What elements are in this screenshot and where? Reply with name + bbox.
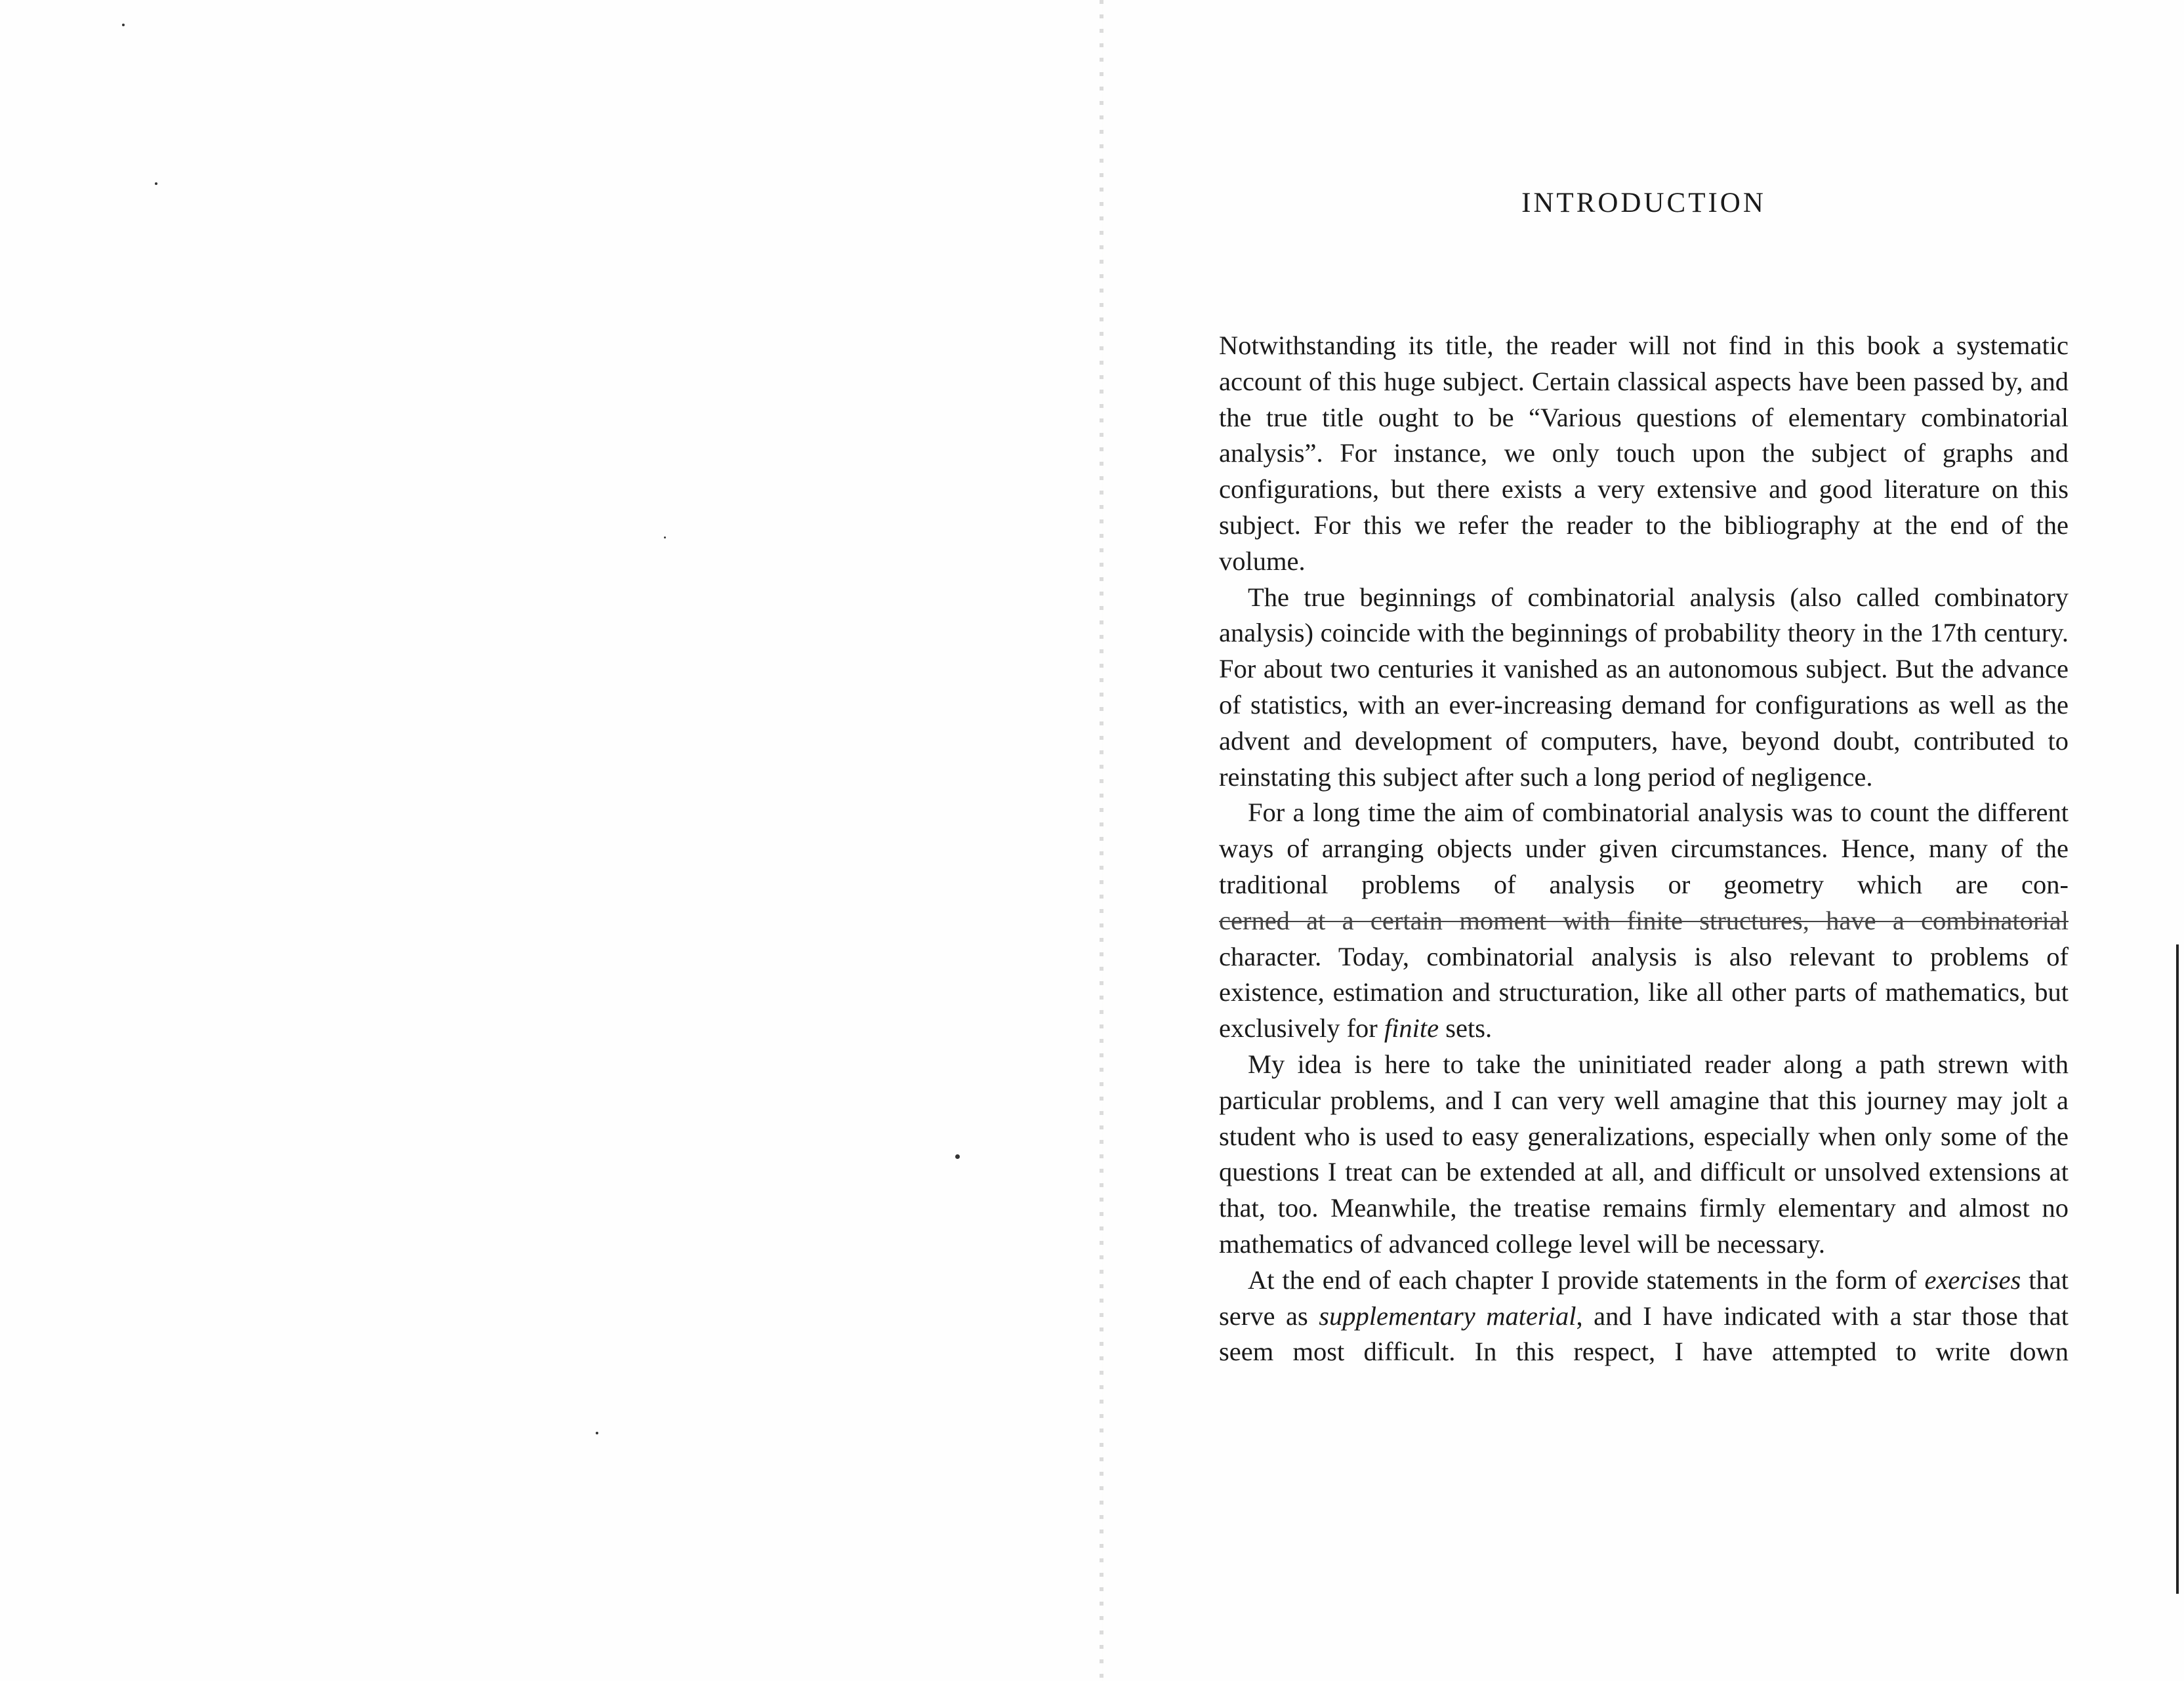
page-edge-shadow — [2176, 944, 2179, 1594]
paper-speck — [955, 1154, 960, 1159]
paragraph-3-part-1: For a long time the aim of combinatorial analysis was to count the different ways of arranging objects under given circumstances. Hence, many of the traditional problems of analysis or geometry which are con- — [1219, 798, 2069, 899]
paper-speck — [596, 1432, 598, 1434]
chapter-heading: INTRODUCTION — [1521, 188, 1766, 218]
emphasis-supplementary-material: supplementary material — [1319, 1301, 1576, 1331]
paragraph-4: My idea is here to take the uninitiated reader along a path strewn with particular problems, and I can very well amagine that this journey may jolt a student who is used to easy generalizations, especially when only some of the questions I treat can be extended at all, and difficult or unsolved extensions at that, too. Meanwhile, the treatise remains firmly elementary and almost no mathematics of advanced college level will be necessary. — [1219, 1049, 2069, 1259]
paragraph-5-text-b: that serve as — [1219, 1265, 2069, 1331]
paper-speck — [664, 537, 666, 538]
paragraph-1: Notwithstanding its title, the reader will not find in this book a systematic account of this huge subject. Certain classical aspects have been passed by, and the true title ought to be “Various questions of elementary combinatorial analysis”. For instance, we only touch upon the subject of graphs and configurations, but there exists a very extensive and good literature on this subject. For this we refer the reader to the bibliography at the end of the volume. — [1219, 331, 2069, 576]
paragraph-5 — [1219, 1263, 2069, 1370]
paragraph-3-struck-line: cerned at a certain moment with finite structures, have a combinatorial — [1219, 905, 2069, 935]
paragraph-5-text-c: , and I have indicated with a star those that seem most difficult. In this respect, I have attempted to write down — [1219, 1301, 2069, 1367]
paper-speck — [122, 24, 125, 26]
emphasis-exercises: exercises — [1924, 1265, 2021, 1295]
paragraph-3-tail: sets. — [1445, 1013, 1493, 1043]
paragraph-3-part-2 — [1219, 939, 2069, 1047]
paragraph-2: The true beginnings of combinatorial analysis (also called combinatory analysis) coincide with the beginnings of probability theory in the 17th century. For about two centuries it vanished as an autonomous subject. But the advance of statistics, with an ever-increasing demand for configurations as well as the advent and development of computers, have, beyond doubt, contributed to reinstating this subject after such a long period of negligence. — [1219, 582, 2069, 792]
paper-speck — [155, 182, 157, 185]
paragraph-3-text: character. Today, combinatorial analysis is also relevant to problems of existence, estimation and structuration, like all other parts of mathematics, but exclusively for — [1219, 941, 2069, 1043]
paragraph-5-text-a: At the end of each chapter I provide statements in the form of — [1248, 1265, 1917, 1295]
emphasis-finite: finite — [1384, 1013, 1439, 1043]
body-text — [1219, 328, 2069, 1370]
